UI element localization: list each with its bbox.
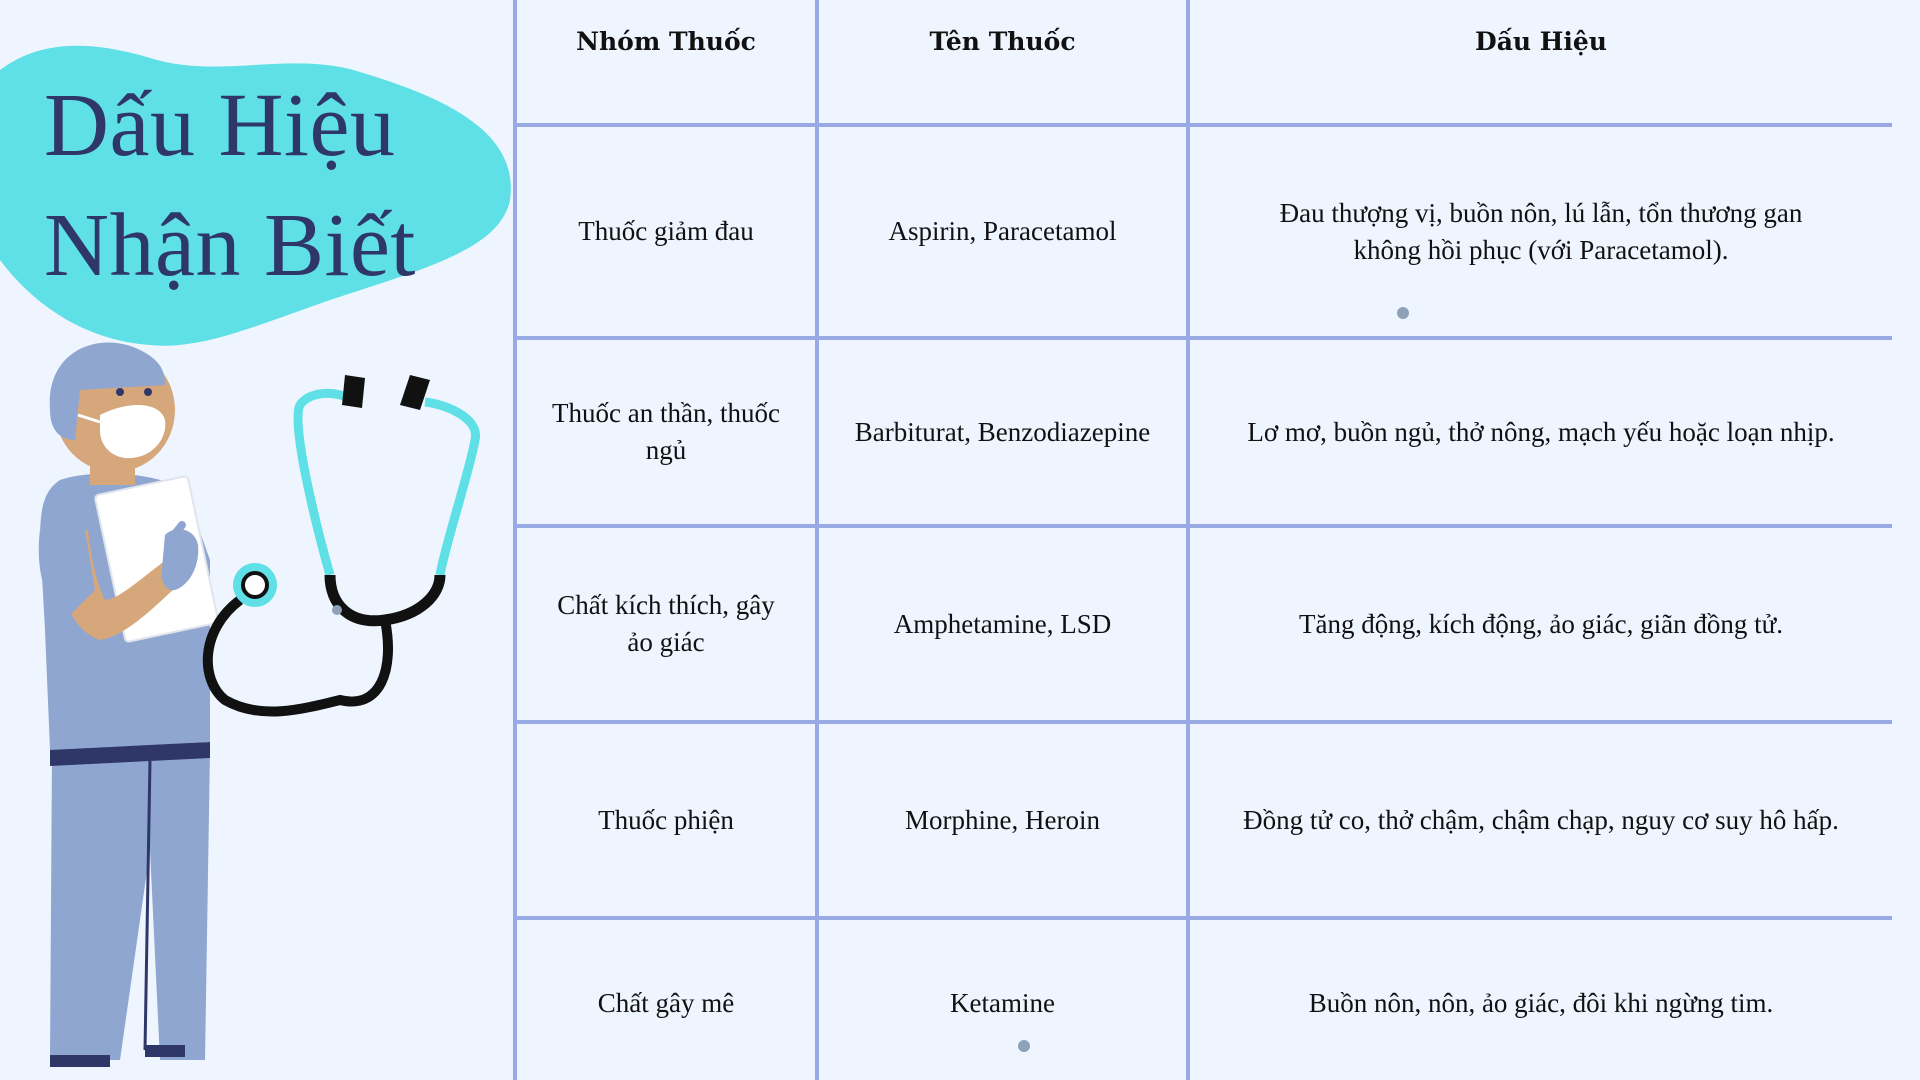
cell-signs: Buồn nôn, nôn, ảo giác, đôi khi ngừng tim. bbox=[1188, 918, 1892, 1080]
cell-signs: Đồng tử co, thở chậm, chậm chạp, nguy cơ suy hô hấp. bbox=[1188, 722, 1892, 918]
cell-drug-name: Amphetamine, LSD bbox=[817, 526, 1188, 722]
cell-drug-group: Thuốc phiện bbox=[515, 722, 817, 918]
cell-drug-name: Morphine, Heroin bbox=[817, 722, 1188, 918]
cell-signs: Lơ mơ, buồn ngủ, thở nông, mạch yếu hoặc loạn nhịp. bbox=[1188, 338, 1892, 526]
title-line-1: Dấu Hiệu bbox=[44, 76, 396, 175]
doctor-with-stethoscope-illustration bbox=[0, 330, 500, 1080]
cell-drug-name: Barbiturat, Benzodiazepine bbox=[817, 338, 1188, 526]
table-row bbox=[515, 526, 1892, 722]
title-line-2: Nhận Biết bbox=[44, 196, 416, 295]
table-row bbox=[515, 918, 1892, 1080]
header-drug-name: Tên Thuốc bbox=[817, 0, 1188, 125]
cell-signs: Đau thượng vị, buồn nôn, lú lẫn, tổn thương gan không hồi phục (với Paracetamol). bbox=[1188, 125, 1892, 338]
header-signs: Dấu Hiệu bbox=[1188, 0, 1892, 125]
decorative-dot bbox=[1397, 307, 1409, 319]
cell-drug-group: Thuốc giảm đau bbox=[515, 125, 817, 338]
cell-drug-name: Aspirin, Paracetamol bbox=[817, 125, 1188, 338]
cell-signs: Tăng động, kích động, ảo giác, giãn đồng tử. bbox=[1188, 526, 1892, 722]
cell-drug-group: Thuốc an thần, thuốc ngủ bbox=[515, 338, 817, 526]
stethoscope-icon bbox=[208, 375, 476, 712]
drug-signs-table-container bbox=[513, 0, 1892, 1080]
cell-drug-name: Ketamine bbox=[817, 918, 1188, 1080]
drug-signs-table bbox=[513, 0, 1892, 1080]
table-row bbox=[515, 125, 1892, 338]
table-row bbox=[515, 722, 1892, 918]
doctor-icon bbox=[39, 343, 219, 1068]
page-title bbox=[44, 66, 514, 306]
decorative-dot bbox=[1018, 1040, 1030, 1052]
table-row bbox=[515, 338, 1892, 526]
table-header-row bbox=[515, 0, 1892, 125]
header-drug-group: Nhóm Thuốc bbox=[515, 0, 817, 125]
cell-drug-group: Chất kích thích, gây ảo giác bbox=[515, 526, 817, 722]
cell-drug-group: Chất gây mê bbox=[515, 918, 817, 1080]
